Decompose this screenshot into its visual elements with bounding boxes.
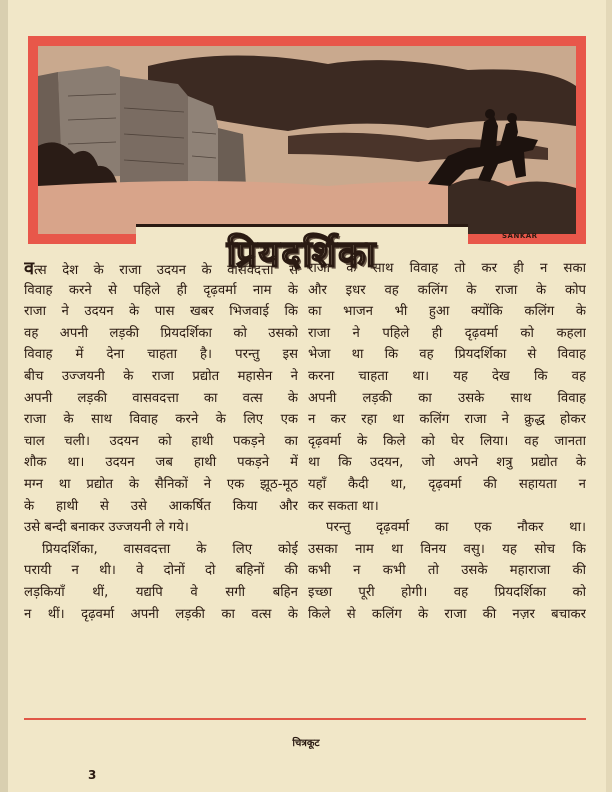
text-line: मग्न था प्रद्योत के सैनिकों ने एक झूठ-मूठ	[24, 476, 298, 492]
text-line: कर सकता था।	[308, 498, 379, 514]
text-line: शौक था। उदयन जब हाथी पकड़ने में	[24, 455, 298, 471]
fort-turret	[218, 128, 246, 186]
text-line: प्रियदर्शिका, वासवदत्ता के लिए कोई	[42, 541, 298, 557]
text-line: इच्छा पूरी होगी। वह प्रियदर्शिका को	[308, 584, 586, 600]
text-line: कभी न कभी तो उसके महाराजा की	[308, 563, 586, 579]
artist-signature: SANKAR	[502, 232, 538, 240]
text-line: के हाथी से उसे आकर्षित किया और	[24, 498, 298, 514]
text-line: न थीं। दृढ़वर्मा अपनी लड़की का वत्स के	[24, 606, 298, 622]
page-number: 3	[88, 768, 97, 782]
text-line: विवाह करने से पहिले ही दृढ़वर्मा नाम के	[24, 282, 298, 298]
text-line: यहाँ कैदी था, दृढ़वर्मा की सहायता न	[308, 476, 586, 492]
text-line: परायी न थी। वे दोनों दो बहिनों की	[24, 563, 298, 579]
page-edge-right	[606, 0, 612, 792]
story-title: प्रियदर्शिका	[226, 233, 378, 275]
text-line: लड़कियाँ थीं, यद्यपि वे सगी बहिन	[24, 584, 298, 600]
text-line: न कर रहा था कलिंग राजा ने क्रुद्ध होकर	[308, 412, 586, 428]
text-column-right	[308, 258, 586, 625]
text-line: किले से कलिंग के राजा की नज़र बचाकर	[308, 606, 586, 622]
fort-wall	[120, 76, 188, 186]
text-line: राजा ने उदयन के पास खबर भिजवाई कि	[24, 304, 298, 320]
text-line: और इधर वह कलिंग के राजा के कोप	[308, 282, 586, 298]
text-line: दृढ़वर्मा के किले को घेर लिया। वह जानता	[308, 433, 586, 449]
footer-rule	[24, 718, 586, 720]
page-edge-left	[0, 0, 8, 792]
magazine-name: चित्रकूट	[292, 738, 320, 749]
text-line: अपनी लड़की का उसके साथ विवाह	[308, 390, 586, 406]
text-line: भेजा था कि वह प्रियदर्शिका से विवाह	[308, 347, 586, 363]
text-line: परन्तु दृढ़वर्मा का एक नौकर था।	[326, 520, 586, 536]
text-column-left	[24, 258, 298, 625]
text-line: चाल चली। उदयन को हाथी पकड़ने का	[24, 433, 298, 449]
text-line: वह अपनी लड़की प्रियदर्शिका को उसको	[24, 325, 298, 341]
fort-tower-right	[188, 96, 218, 186]
text-line: अपनी लड़की वासवदत्ता का वत्स के	[24, 390, 298, 406]
text-line: उसका नाम था विनय वसु। यह सोच कि	[308, 541, 586, 557]
text-line: राजा के साथ विवाह तो कर ही न सका	[308, 261, 586, 276]
text-line: था कि उदयन, जो अपने शत्रु प्रद्योत के	[308, 455, 586, 471]
text-line: करना चाहता था। यह देख कि वह	[308, 368, 586, 384]
text-line: वत्स देश के राजा उदयन के वासवदत्ता से	[24, 258, 298, 279]
banner-scene	[28, 36, 586, 244]
text-line: का भाजन भी हुआ क्योंकि कलिंग के	[308, 304, 586, 320]
text-line: विवाह में देना चाहता है। परन्तु इस	[24, 347, 298, 363]
text-line: राजा के साथ विवाह करने के लिए एक	[24, 412, 298, 428]
text-line: राजा ने पहिले ही दृढ़वर्मा को कहला	[308, 325, 586, 341]
text-line: बीच उज्जयनी के राजा प्रद्योत महासेन ने	[24, 368, 298, 384]
drop-cap: व	[24, 258, 35, 279]
text-line: उसे बन्दी बनाकर उज्जयनी ले गये।	[24, 520, 189, 536]
